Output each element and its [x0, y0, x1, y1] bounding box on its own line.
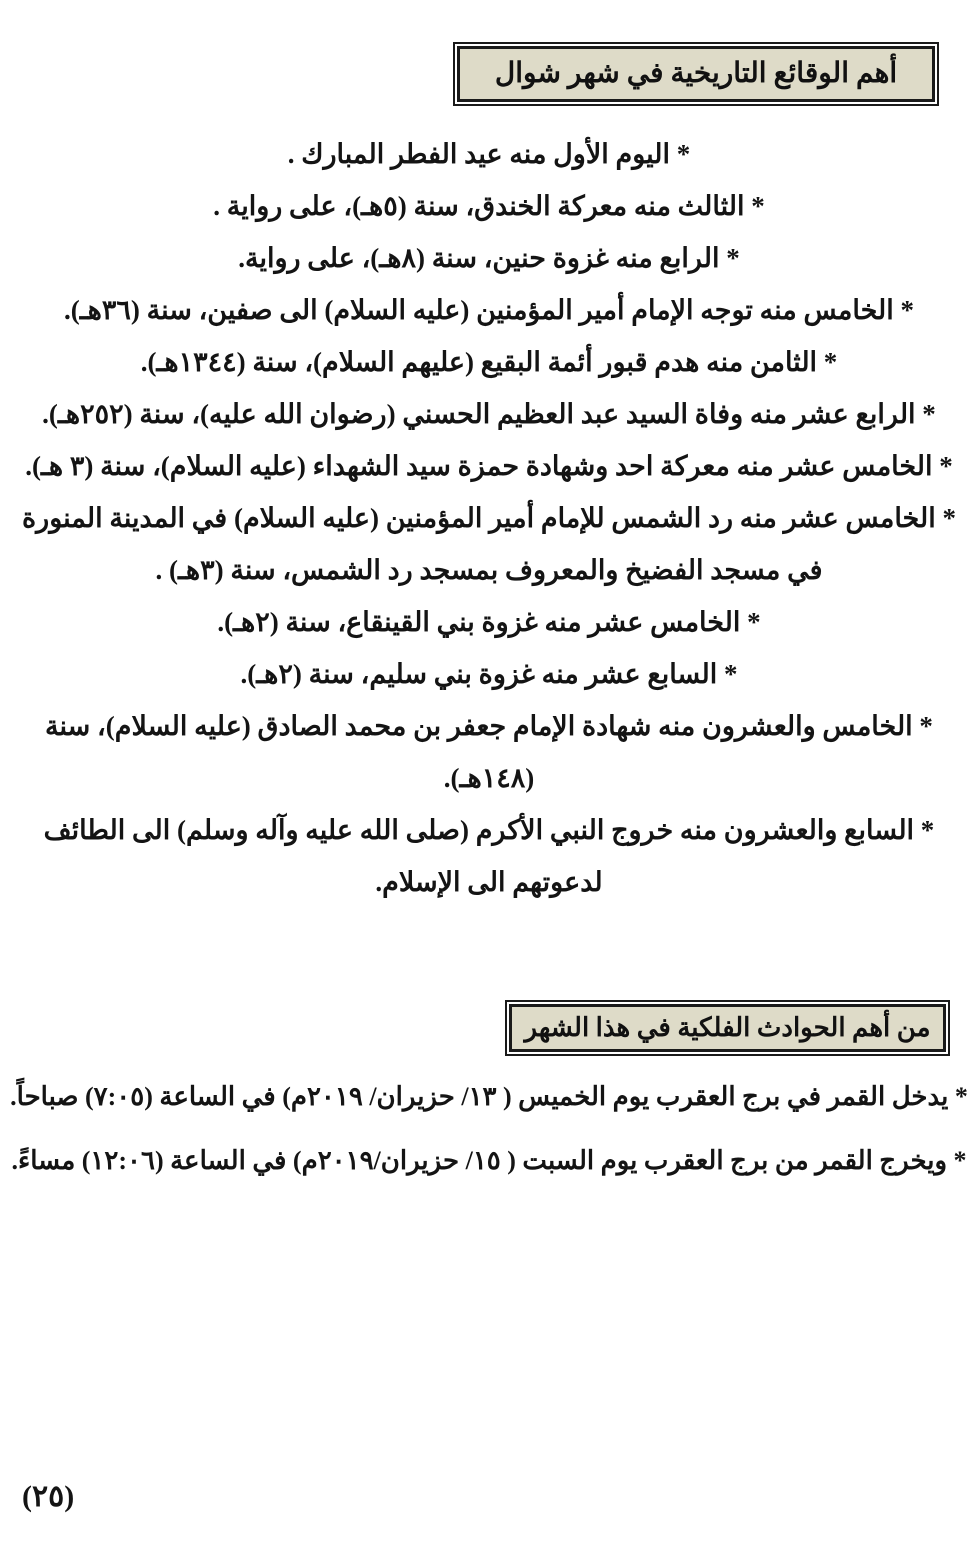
historic-events-list	[14, 128, 964, 908]
astronomical-events-banner	[509, 1004, 946, 1052]
astronomical-events-banner-title: من أهم الحوادث الفلكية في هذا الشهر	[524, 1013, 931, 1042]
astronomical-event-item: * ويخرج القمر من برج العقرب يوم السبت ( ١٥/ حزيران/٢٠١٩م) في الساعة (١٢:٠٦) مساءً.	[11, 1146, 967, 1175]
page-number: (٢٥)	[22, 1480, 75, 1513]
historic-event-item: * الثامن منه هدم قبور أئمة البقيع (عليهم السلام)، سنة (١٣٤٤هـ).	[140, 347, 838, 377]
historic-event-item: * السابع والعشرون منه خروج النبي الأكرم (صلى الله عليه وآله وسلم) الى الطائف لدعوتهم الى الإسلام.	[43, 815, 935, 897]
historic-event-item: * الخامس عشر منه رد الشمس للإمام أمير المؤمنين (عليه السلام) في المدينة المنورة في مسجد الفضيخ والمعروف بمسجد رد الشمس، سنة (٣هـ) .	[22, 503, 956, 585]
astronomical-events-list	[8, 1072, 970, 1186]
historic-event-item: * اليوم الأول منه عيد الفطر المبارك .	[287, 139, 691, 169]
historic-event-item: * الثالث منه معركة الخندق، سنة (٥هـ)، على رواية .	[213, 191, 765, 221]
historic-event-item: * السابع عشر منه غزوة بني سليم، سنة (٢هـ).	[240, 659, 738, 689]
historic-event-item: * الرابع عشر منه وفاة السيد عبد العظيم الحسني (رضوان الله عليه)، سنة (٢٥٢هـ).	[42, 399, 936, 429]
historic-event-item: * الخامس عشر منه معركة احد وشهادة حمزة سيد الشهداء (عليه السلام)، سنة (٣ هـ).	[25, 451, 953, 481]
historic-events-banner	[457, 46, 935, 102]
astronomical-event-item: * يدخل القمر في برج العقرب يوم الخميس ( ١٣/ حزيران/ ٢٠١٩م) في الساعة (٧:٠٥) صباحاً.	[10, 1082, 968, 1111]
historic-event-item: * الخامس والعشرون منه شهادة الإمام جعفر بن محمد الصادق (عليه السلام)، سنة (١٤٨هـ).	[45, 711, 933, 793]
historic-events-banner-title: أهم الوقائع التاريخية في شهر شوال	[494, 58, 898, 89]
historic-event-item: * الرابع منه غزوة حنين، سنة (٨هـ)، على رواية.	[238, 243, 740, 273]
historic-event-item: * الخامس عشر منه غزوة بني القينقاع، سنة (٢هـ).	[217, 607, 761, 637]
historic-event-item: * الخامس منه توجه الإمام أمير المؤمنين (عليه السلام) الى صفين، سنة (٣٦هـ).	[63, 295, 915, 325]
